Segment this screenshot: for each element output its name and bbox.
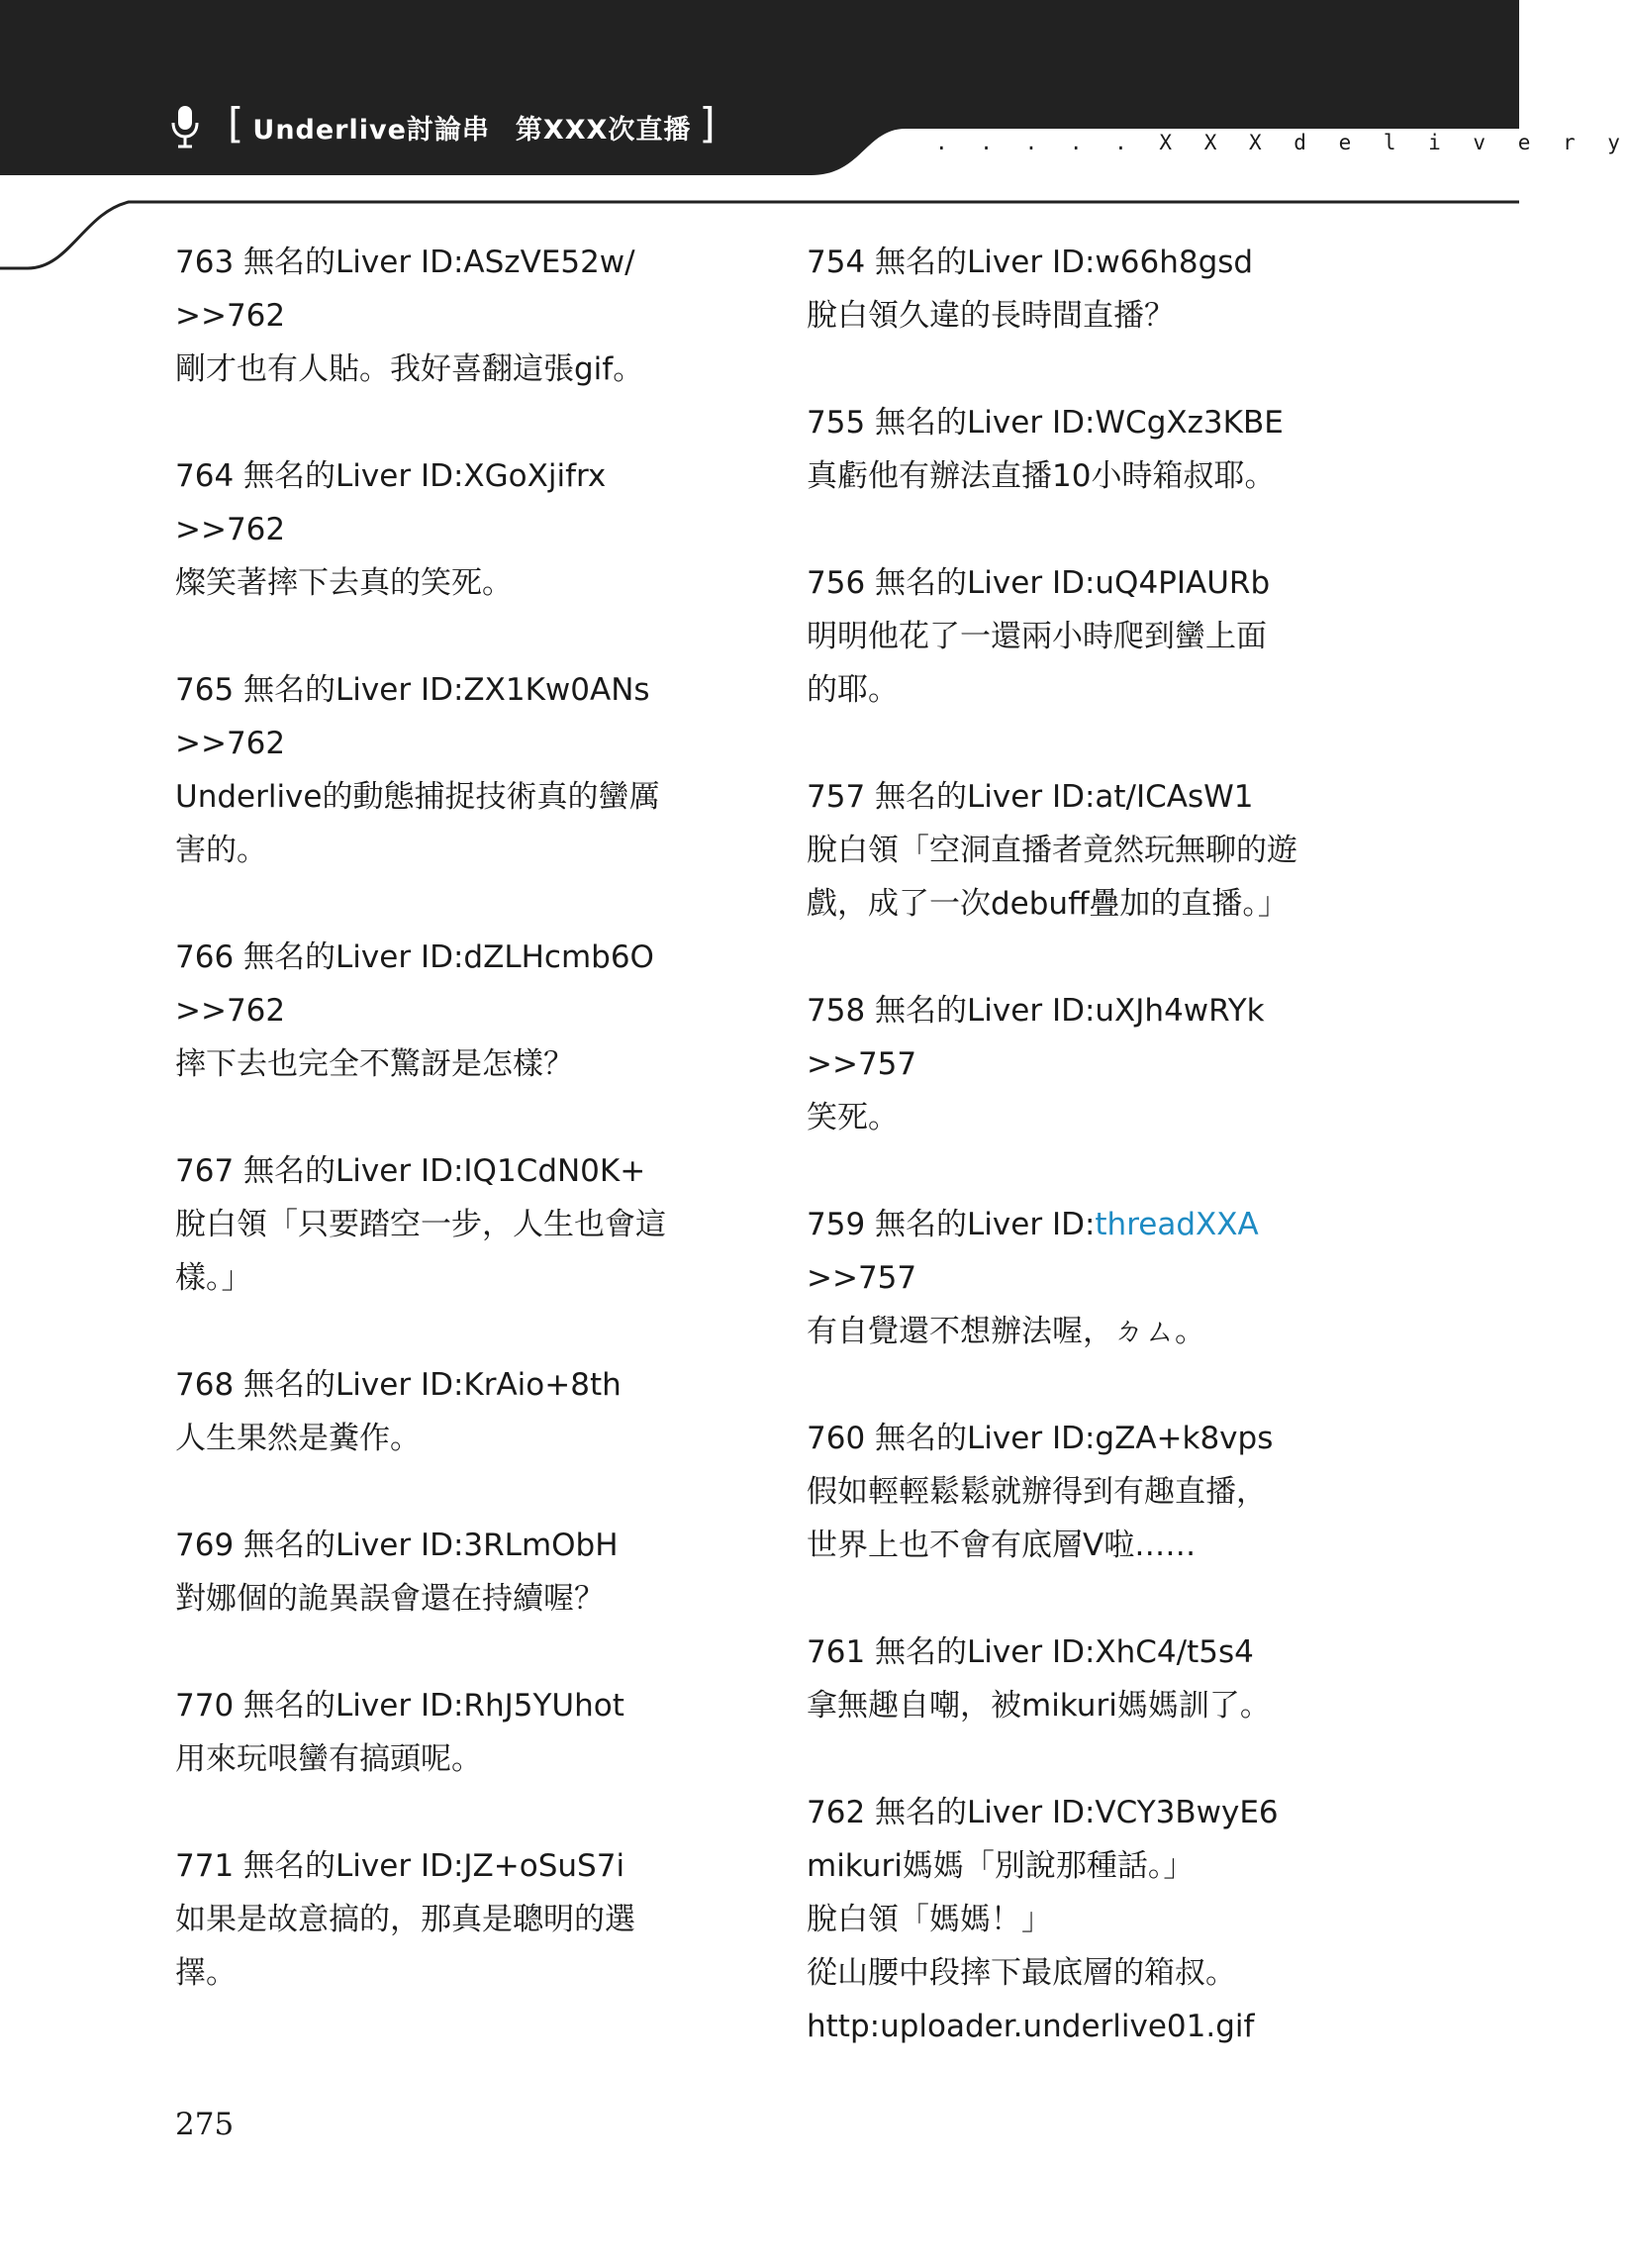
post-text: 人生果然是糞作。 — [175, 1421, 421, 1456]
left-column — [175, 236, 729, 2053]
poster-id: JZ+oSuS7i — [463, 1848, 625, 1884]
id-label: ID: — [1051, 1795, 1096, 1830]
poster-id: uXJh4wRYk — [1095, 993, 1265, 1029]
poster-id: w66h8gsd — [1095, 245, 1254, 280]
post-text: 脫白領「媽媽！」 — [807, 1902, 1052, 1937]
poster-name: 無名的Liver — [243, 1848, 412, 1884]
poster-id: VCY3BwyE6 — [1095, 1795, 1279, 1830]
id-label: ID: — [420, 1528, 464, 1563]
post-header — [807, 1786, 1361, 1839]
poster-id: WCgXz3KBE — [1095, 405, 1284, 441]
right-column — [807, 236, 1361, 2107]
reply-reference[interactable]: >>757 — [807, 1260, 917, 1296]
poster-name: 無名的Liver — [875, 1421, 1043, 1456]
post-text: 用來玩哏蠻有搞頭呢。 — [175, 1741, 482, 1777]
poster-id: dZLHcmb6O — [463, 939, 654, 975]
post — [175, 236, 729, 396]
poster-name: 無名的Liver — [243, 1688, 412, 1724]
poster-id[interactable]: threadXXA — [1095, 1207, 1259, 1242]
page-number: 275 — [175, 2107, 235, 2142]
post-number: 768 — [175, 1367, 235, 1403]
post-number: 754 — [807, 245, 866, 280]
post-text: 害的。 — [175, 833, 267, 868]
post-number: 760 — [807, 1421, 866, 1456]
post-number: 769 — [175, 1528, 235, 1563]
post-header — [807, 984, 1361, 1037]
post-text: 摔下去也完全不驚訝是怎樣？ — [175, 1046, 574, 1082]
poster-name: 無名的Liver — [243, 1153, 412, 1189]
id-label: ID: — [420, 245, 464, 280]
poster-id: at/ICAsW1 — [1095, 779, 1254, 815]
poster-id: ASzVE52w/ — [463, 245, 635, 280]
reply-reference[interactable]: >>762 — [175, 993, 286, 1029]
poster-name: 無名的Liver — [875, 565, 1043, 601]
close-bracket: ] — [699, 99, 717, 148]
poster-name: 無名的Liver — [875, 993, 1043, 1029]
id-label: ID: — [1051, 1421, 1096, 1456]
post — [175, 1839, 729, 2000]
post — [807, 236, 1361, 343]
post-header — [807, 396, 1361, 449]
poster-name: 無名的Liver — [243, 458, 412, 494]
post-text: 脫白領「空洞直播者竟然玩無聊的遊 — [807, 833, 1297, 868]
poster-name: 無名的Liver — [243, 1528, 412, 1563]
poster-name: 無名的Liver — [875, 245, 1043, 280]
post-number: 763 — [175, 245, 235, 280]
post — [807, 770, 1361, 931]
post-number: 761 — [807, 1634, 866, 1670]
post-text: 的耶。 — [807, 672, 899, 708]
post-header — [175, 1144, 729, 1198]
post-text: 世界上也不會有底層V啦…… — [807, 1528, 1197, 1563]
poster-id: ZX1Kw0ANs — [463, 672, 650, 708]
id-label: ID: — [1051, 565, 1096, 601]
post-number: 764 — [175, 458, 235, 494]
header-title — [168, 99, 724, 154]
episode-label: 第XXX次直播 — [515, 114, 692, 146]
id-label: ID: — [1051, 993, 1096, 1029]
id-label: ID: — [420, 1367, 464, 1403]
post-number: 758 — [807, 993, 866, 1029]
post-text: Underlive的動態捕捉技術真的蠻厲 — [175, 779, 660, 815]
delivery-tagline: . . . . . X X X d e l i v e r y — [935, 131, 1630, 154]
id-label: ID: — [1051, 1207, 1096, 1242]
post — [175, 1519, 729, 1626]
id-label: ID: — [1051, 245, 1096, 280]
poster-id: RhJ5YUhot — [463, 1688, 624, 1724]
post — [175, 931, 729, 1091]
post-number: 757 — [807, 779, 866, 815]
post-text: 假如輕輕鬆鬆就辦得到有趣直播， — [807, 1474, 1267, 1510]
id-label: ID: — [1051, 405, 1096, 441]
post-number: 759 — [807, 1207, 866, 1242]
poster-name: 無名的Liver — [243, 245, 412, 280]
id-label: ID: — [1051, 1634, 1096, 1670]
post-text: 脫白領久違的長時間直播？ — [807, 298, 1175, 334]
id-label: ID: — [420, 1153, 464, 1189]
post-header — [175, 931, 729, 984]
post-number: 762 — [807, 1795, 866, 1830]
post-text: 樣。」 — [175, 1260, 252, 1296]
post-number: 767 — [175, 1153, 235, 1189]
id-label: ID: — [420, 939, 464, 975]
reply-reference[interactable]: >>762 — [175, 298, 286, 334]
poster-name: 無名的Liver — [243, 1367, 412, 1403]
post — [807, 1198, 1361, 1358]
post-text: 對娜個的詭異誤會還在持續喔？ — [175, 1581, 605, 1617]
id-label: ID: — [420, 1688, 464, 1724]
poster-name: 無名的Liver — [875, 779, 1043, 815]
poster-id: XhC4/t5s4 — [1095, 1634, 1254, 1670]
open-bracket: [ — [228, 99, 245, 148]
post-header — [175, 1358, 729, 1412]
post — [807, 556, 1361, 717]
post — [807, 1626, 1361, 1732]
post-text: 從山腰中段摔下最底層的箱叔。 — [807, 1955, 1236, 1991]
post-text: 如果是故意搞的，那真是聰明的選 — [175, 1902, 635, 1937]
poster-name: 無名的Liver — [875, 1634, 1043, 1670]
poster-id: KrAio+8th — [463, 1367, 622, 1403]
poster-name: 無名的Liver — [875, 405, 1043, 441]
post-text: 有自覺還不想辦法喔，ㄉㄙ。 — [807, 1314, 1205, 1349]
post-header — [807, 556, 1361, 610]
post — [807, 1786, 1361, 2053]
poster-name: 無名的Liver — [875, 1795, 1043, 1830]
post-number: 756 — [807, 565, 866, 601]
post-text: 明明他花了一還兩小時爬到蠻上面 — [807, 619, 1267, 654]
post-header — [807, 770, 1361, 824]
poster-name: 無名的Liver — [875, 1207, 1043, 1242]
post — [175, 1358, 729, 1465]
id-label: ID: — [420, 672, 464, 708]
post-header — [175, 663, 729, 717]
thread-title: Underlive討論串 — [252, 114, 490, 146]
post-number: 771 — [175, 1848, 235, 1884]
post — [807, 396, 1361, 503]
post — [807, 1412, 1361, 1572]
post-header — [807, 1198, 1361, 1251]
post-text: 剛才也有人貼。我好喜翻這張gif。 — [175, 351, 644, 387]
post — [807, 984, 1361, 1144]
poster-id: IQ1CdN0K+ — [463, 1153, 646, 1189]
poster-name: 無名的Liver — [243, 939, 412, 975]
post-header — [175, 449, 729, 503]
post — [175, 663, 729, 877]
post-text: 脫白領「只要踏空一步，人生也會這 — [175, 1207, 666, 1242]
post-text: 真虧他有辦法直播10小時箱叔耶。 — [807, 458, 1276, 494]
post-text: 燦笑著摔下去真的笑死。 — [175, 565, 513, 601]
poster-id: 3RLmObH — [463, 1528, 619, 1563]
post-number: 755 — [807, 405, 866, 441]
reply-reference[interactable]: >>762 — [175, 726, 286, 761]
post — [175, 1144, 729, 1305]
post-header — [807, 236, 1361, 289]
post-text: 擇。 — [175, 1955, 237, 1991]
post-number: 765 — [175, 672, 235, 708]
id-label: ID: — [420, 458, 464, 494]
post-text: 戲，成了一次debuff疊加的直播。」 — [807, 886, 1289, 922]
post-header — [175, 1839, 729, 1893]
poster-id: uQ4PIAURb — [1095, 565, 1271, 601]
post-number: 770 — [175, 1688, 235, 1724]
microphone-icon — [168, 104, 202, 149]
post — [175, 449, 729, 610]
post-header — [807, 1412, 1361, 1465]
post-number: 766 — [175, 939, 235, 975]
post-text: mikuri媽媽「別說那種話。」 — [807, 1848, 1195, 1884]
post-text: 拿無趣自嘲，被mikuri媽媽訓了。 — [807, 1688, 1271, 1724]
post-header — [175, 1519, 729, 1572]
reply-reference[interactable]: >>757 — [807, 1046, 917, 1082]
id-label: ID: — [420, 1848, 464, 1884]
post-header — [175, 236, 729, 289]
post-text: http:uploader.underlive01.gif — [807, 2009, 1255, 2044]
post-header — [807, 1626, 1361, 1679]
reply-reference[interactable]: >>762 — [175, 512, 286, 547]
id-label: ID: — [1051, 779, 1096, 815]
poster-id: XGoXjifrx — [463, 458, 607, 494]
poster-name: 無名的Liver — [243, 672, 412, 708]
post — [175, 1679, 729, 1786]
poster-id: gZA+k8vps — [1095, 1421, 1274, 1456]
post-header — [175, 1679, 729, 1732]
post-text: 笑死。 — [807, 1100, 899, 1135]
